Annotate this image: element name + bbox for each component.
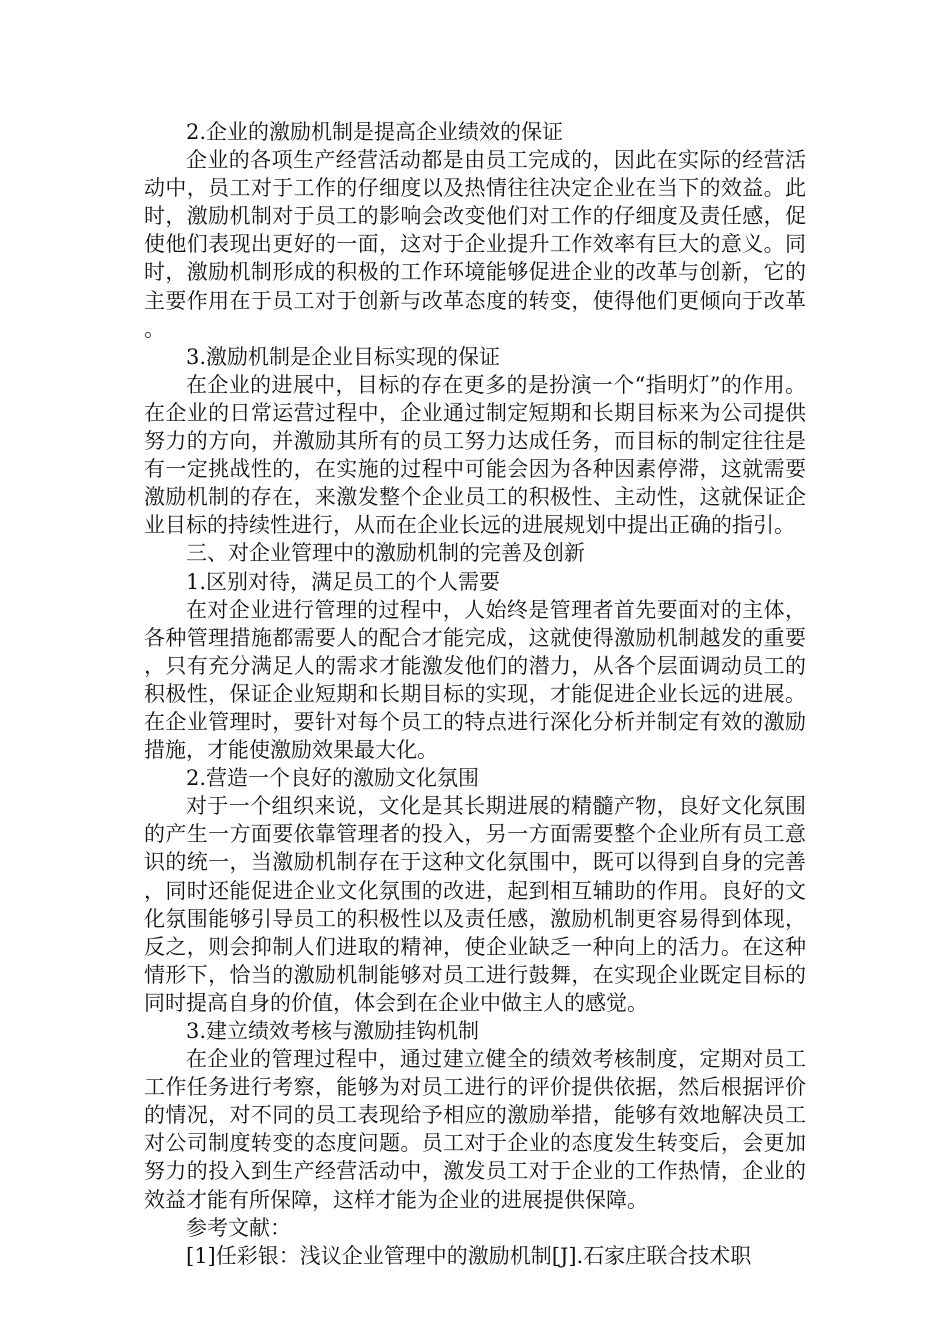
paragraph-individual-needs: 在对企业进行管理的过程中，人始终是管理者首先要面对的主体，各种管理措施都需要人的配合才能完成，这就使得激励机制越发的重要，只有充分满足人的需求才能激发他们的潜力，从各个层面调动员工的积极性，保证企业短期和长期目标的实现，才能促进企业长远的进展。在企业管理时，要针对每个员工的特点进行深化分析并制定有效的激励措施，才能使激励效果最大化。	[144, 597, 806, 763]
heading-2-performance-guarantee: 2.企业的激励机制是提高企业绩效的保证	[186, 120, 564, 144]
paragraph-culture: 对于一个组织来说，文化是其长期进展的精髓产物，良好文化氛围的产生一方面要依靠管理者的投入，另一方面需要整个企业所有员工意识的统一，当激励机制存在于这种文化氛围中，既可以得到自身的完善，同时还能促进企业文化氛围的改进，起到相互辅助的作用。良好的文化氛围能够引导员工的积极性以及责任感，激励机制更容易得到体现，反之，则会抑制人们进取的精神，使企业缺乏一种向上的活力。在这种情形下，恰当的激励机制能够对员工进行鼓舞，在实现企业既定目标的同时提高自身的价值，体会到在企业中做主人的感觉。	[144, 794, 806, 1015]
heading-1-individual-needs: 1.区别对待，满足员工的个人需要	[186, 569, 501, 594]
paragraph-goal: 在企业的进展中，目标的存在更多的是扮演一个“指明灯”的作用。在企业的日常运营过程中，企业通过制定短期和长期目标来为公司提供努力的方向，并激励其所有的员工努力达成任务，而目标的制定往往是有一定挑战性的，在实施的过程中可能会因为各种因素停滞，这就需要激励机制的存在，来激发整个企业员工的积极性、主动性，这就保证企业目标的持续性进行，从而在企业长远的进展规划中提出正确的指引。	[144, 372, 806, 538]
reference-item-1: [1]任彩银：浅议企业管理中的激励机制[J].石家庄联合技术职	[186, 1243, 752, 1268]
references-heading: 参考文献：	[186, 1215, 291, 1240]
heading-3-assessment: 3.建立绩效考核与激励挂钩机制	[186, 1019, 480, 1043]
document-body	[144, 118, 806, 1270]
paragraph-performance: 企业的各项生产经营活动都是由员工完成的，因此在实际的经营活动中，员工对于工作的仔细度以及热情往往决定企业在当下的效益。此时，激励机制对于员工的影响会改变他们对工作的仔细度及责任感，促使他们表现出更好的一面，这对于企业提升工作效率有巨大的意义。同时，激励机制形成的积极的工作环境能够促进企业的改革与创新，它的主要作用在于员工对于创新与改革态度的转变，使得他们更倾向于改革。	[144, 148, 806, 341]
heading-2-culture: 2.营造一个良好的激励文化氛围	[186, 766, 480, 791]
heading-3-goal-guarantee: 3.激励机制是企业目标实现的保证	[186, 344, 501, 369]
section-heading-improvement: 三、对企业管理中的激励机制的完善及创新	[186, 541, 585, 566]
paragraph-assessment: 在企业的管理过程中，通过建立健全的绩效考核制度，定期对员工工作任务进行考察，能够为对员工进行的评价提供依据，然后根据评价的情况，对不同的员工表现给予相应的激励举措，能够有效地解决员工对公司制度转变的态度问题。员工对于企业的态度发生转变后，会更加努力的投入到生产经营活动中，激发员工对于企业的工作热情，企业的效益才能有所保障，这样才能为企业的进展提供保障。	[144, 1047, 806, 1212]
